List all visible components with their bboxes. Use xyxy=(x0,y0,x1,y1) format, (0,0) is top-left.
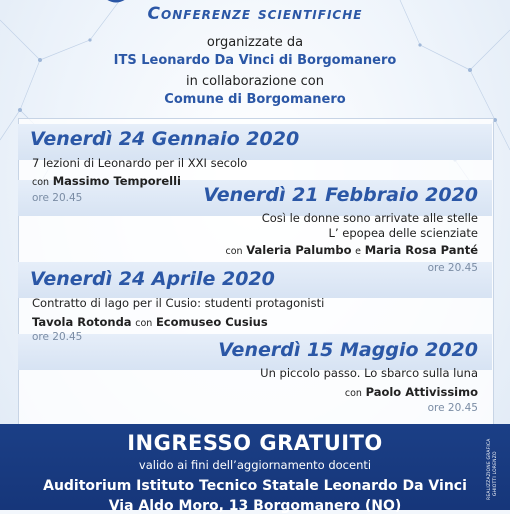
event-3-speaker-line xyxy=(32,315,268,329)
event-1-time: ore 20.45 xyxy=(32,192,83,204)
event-2-speaker-2: Maria Rosa Panté xyxy=(364,243,478,257)
event-1-speaker: Massimo Temporelli xyxy=(52,174,181,188)
event-2-title-line-2: L’ epopea delle scienziate xyxy=(328,226,478,240)
organizer-name: ITS Leonardo Da Vinci di Borgomanero xyxy=(113,53,397,68)
graphic-credit xyxy=(487,440,497,506)
event-2-speaker-1: Valeria Palumbo xyxy=(246,243,352,257)
organized-by-label: organizzate da xyxy=(206,35,304,50)
event-1-date: Venerdì 24 Gennaio 2020 xyxy=(30,128,300,150)
event-2-joiner: e xyxy=(355,246,362,257)
event-4-speaker-line xyxy=(345,385,478,399)
graphic-credit-line-2: GHIOTTI LORENZO xyxy=(493,451,498,496)
event-1-title: 7 lezioni di Leonardo per il XXI secolo xyxy=(32,156,248,170)
collaborator-name: Comune di Borgomanero xyxy=(164,92,346,107)
event-4-time: ore 20.45 xyxy=(427,402,478,414)
event-1-with-label: con xyxy=(32,177,50,188)
event-4-speaker: Paolo Attivissimo xyxy=(365,385,478,399)
event-4-title: Un piccolo passo. Lo sbarco sulla luna xyxy=(260,366,478,380)
event-3-time: ore 20.45 xyxy=(32,331,83,343)
venue-name: Auditorium Istituto Tecnico Statale Leonardo Da Vinci xyxy=(43,478,467,494)
event-4-with-label: con xyxy=(344,388,362,399)
event-2-speaker-line xyxy=(226,243,478,257)
event-2-with-label: con xyxy=(225,246,243,257)
event-1-speaker-line xyxy=(32,174,181,188)
teacher-credit-note: valido ai fini dell’aggiornamento docenti xyxy=(138,458,372,472)
free-entry-headline: INGRESSO GRATUITO xyxy=(127,431,383,455)
event-3-date: Venerdì 24 Aprile 2020 xyxy=(30,268,275,290)
venue-address: Via Aldo Moro, 13 Borgomanero (NO) xyxy=(108,498,402,514)
poster-title: Conferenze scientifiche xyxy=(147,4,363,24)
event-3-speaker: Ecomuseo Cusius xyxy=(155,315,268,329)
event-2-title-line-1: Così le donne sono arrivate alle stelle xyxy=(261,211,478,225)
event-3-title: Contratto di lago per il Cusio: studenti protagonisti xyxy=(32,296,325,310)
graphic-credit-line-1: REALIZZAZIONE GRAFICA xyxy=(487,438,492,500)
collaboration-label: in collaborazione con xyxy=(186,74,324,89)
event-2-time: ore 20.45 xyxy=(427,262,478,274)
event-4-date: Venerdì 15 Maggio 2020 xyxy=(218,339,478,361)
event-3-with-label: con xyxy=(135,318,153,329)
event-3-format: Tavola Rotonda xyxy=(32,315,132,329)
event-2-date: Venerdì 21 Febbraio 2020 xyxy=(203,184,478,206)
